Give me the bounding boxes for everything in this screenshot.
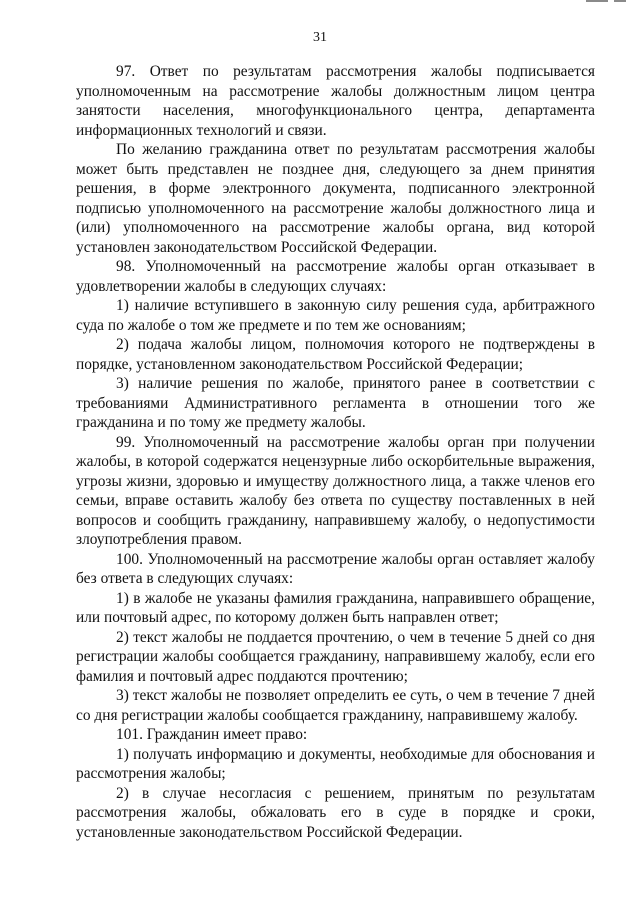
paragraph-98-item-2: 2) подача жалобы лицом, полномочия которого не подтверждены в порядке, установленном законодательством Российской Федерации; bbox=[76, 336, 595, 373]
paragraph-99: 99. Уполномоченный на рассмотрение жалобы орган при получении жалобы, в которой содержатся нецензурные либо оскорбительные выражения, угрозы жизни, здоровью и имуществу должностного лица, а также членов его семьи, вправе оставить жалобу без ответа по существу поставленных в ней вопросов и сообщить гражданину, направившему жалобу, о недопустимости злоупотребления правом. bbox=[76, 433, 595, 548]
paragraph-100-item-1: 1) в жалобе не указаны фамилия гражданина, направившего обращение, или почтовый адрес, по которому должен быть направлен ответ; bbox=[76, 589, 595, 626]
scan-edge-mark bbox=[586, 0, 626, 4]
document-body bbox=[76, 62, 595, 842]
paragraph-101-item-2: 2) в случае несогласия с решением, принятым по результатам рассмотрения жалобы, обжаловать его в суде в порядке и сроки, установленные законодательством Российской Федерации. bbox=[76, 784, 595, 841]
paragraph-97: 97. Ответ по результатам рассмотрения жалобы подписывается уполномоченным на рассмотрение жалобы должностным лицом центра занятости населения, многофункционального центра, департамента информационных технологий и связи. bbox=[76, 63, 595, 139]
paragraph-98-item-3: 3) наличие решения по жалобе, принятого ранее в соответствии с требованиями Административного регламента в отношении того же гражданина и по тому же предмету жалобы. bbox=[76, 375, 595, 431]
paragraph-100: 100. Уполномоченный на рассмотрение жалобы орган оставляет жалобу без ответа в следующих случаях: bbox=[76, 550, 595, 587]
paragraph-98: 98. Уполномоченный на рассмотрение жалобы орган отказывает в удовлетворении жалобы в следующих случаях: bbox=[76, 258, 595, 295]
page-number: 31 bbox=[313, 30, 327, 45]
paragraph-98-item-1: 1) наличие вступившего в законную силу решения суда, арбитражного суда по жалобе о том же предмете и по тем же основаниям; bbox=[76, 297, 595, 334]
paragraph-100-item-3: 3) текст жалобы не позволяет определить ее суть, о чем в течение 7 дней со дня регистрации жалобы сообщается гражданину, направившему жалобу. bbox=[76, 687, 595, 724]
paragraph-101: 101. Гражданин имеет право: bbox=[116, 726, 308, 743]
paragraph-101-item-1: 1) получать информацию и документы, необходимые для обоснования и рассмотрения жалобы; bbox=[76, 745, 595, 782]
paragraph-100-item-2: 2) текст жалобы не поддается прочтению, о чем в течение 5 дней со дня регистрации жалобы сообщается гражданину, направившему жалобу, если его фамилия и почтовый адрес поддаются прочтению; bbox=[76, 628, 595, 685]
paragraph-97-electronic-answer: По желанию гражданина ответ по результатам рассмотрения жалобы может быть представлен не позднее дня, следующего за днем принятия решения, в форме электронного документа, подписанного электронной подписью уполномоченного на рассмотрение жалобы должностного лица и (или) уполномоченного на рассмотрение жалобы органа, вид которой установлен законодательством Российской Федерации. bbox=[76, 141, 595, 256]
